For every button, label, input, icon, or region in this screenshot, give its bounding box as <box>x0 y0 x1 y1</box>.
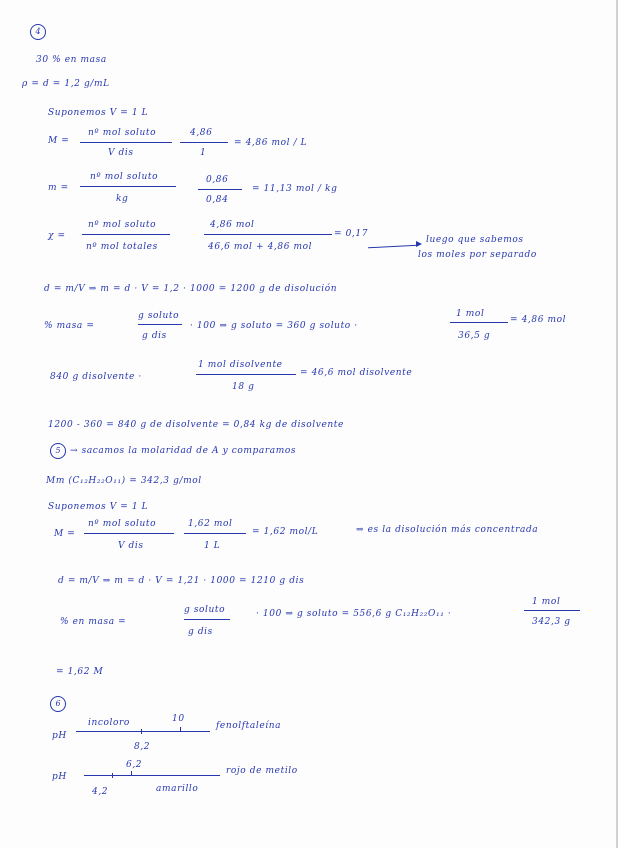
p4-molfrac-lhs: χ = <box>48 231 66 241</box>
fraction-numerator: nº mol soluto <box>88 128 157 138</box>
p4-molfrac-values <box>204 220 332 254</box>
fraction-bar <box>80 186 176 187</box>
fraction-bar <box>450 322 508 323</box>
p5-molarity-lhs: M = <box>54 529 76 539</box>
p4-mass-pct-lhs: % masa = <box>44 321 95 331</box>
p4-molality-fraction <box>80 172 176 206</box>
p5-mass-pct-fraction <box>184 605 230 639</box>
p5-density-line: d = m/V ⇒ m = d · V = 1,21 · 1000 = 1210 g dis <box>58 576 305 586</box>
problem-6-number: 6 <box>50 696 66 712</box>
p5-molarity-result: = 1,62 mol/L <box>252 527 319 537</box>
p4-mass-percent-line: 30 % en masa <box>36 55 107 65</box>
p4-molfrac-result: = 0,17 <box>334 229 369 239</box>
fraction-bar <box>180 142 228 143</box>
note-arrow-head <box>416 241 422 247</box>
fraction-bar <box>80 142 172 143</box>
p6-scale1-lower-value: 8,2 <box>134 742 151 752</box>
p4-molfrac-note-2: los moles por separado <box>418 250 537 260</box>
fraction-denominator: 342,3 g <box>532 617 571 627</box>
p5-molarity-fraction <box>84 519 174 551</box>
p4-mass-pct-middle: · 100 ⇒ g soluto = 360 g soluto · <box>190 321 358 331</box>
fraction-bar <box>524 610 580 611</box>
p6-scale1-colourless-label: incoloro <box>88 718 130 728</box>
problem-5-number: 5 <box>50 443 66 459</box>
p4-molality-lhs: m = <box>48 183 69 193</box>
p5-final-result: = 1,62 M <box>56 667 104 677</box>
p6-scale1-tick-low <box>141 729 142 734</box>
fraction-numerator: 4,86 mol <box>210 220 255 230</box>
p6-scale2-line <box>84 775 220 776</box>
p6-scale1-indicator-name: fenolftaleína <box>216 721 282 731</box>
p5-molarity-note: ⇒ es la disolución más concentrada <box>356 525 539 535</box>
p4-molarity-result: = 4,86 mol / L <box>234 138 308 148</box>
fraction-denominator: nº mol totales <box>86 242 158 252</box>
p4-density-given: ρ = d = 1,2 g/mL <box>22 79 110 89</box>
p4-mass-pct-conversion <box>450 309 508 345</box>
p4-solvent-fraction <box>196 360 296 394</box>
p6-scale2-indicator-name: rojo de metilo <box>226 766 298 776</box>
p4-assume-volume: Suponemos V = 1 L <box>48 108 149 118</box>
fraction-numerator: nº mol soluto <box>88 519 157 529</box>
p6-scale2-upper-value: 6,2 <box>126 760 143 770</box>
p5-molar-mass: Mm (C₁₂H₂₂O₁₁) = 342,3 g/mol <box>46 476 202 486</box>
p5-mass-pct-middle: · 100 ⇒ g soluto = 556,6 g C₁₂H₂₂O₁₁ · <box>256 609 452 619</box>
p4-mass-pct-fraction <box>138 311 182 343</box>
fraction-numerator: 1 mol <box>456 309 485 319</box>
fraction-denominator: 1 <box>200 148 207 158</box>
fraction-bar <box>82 234 170 235</box>
p4-density-line: d = m/V ⇒ m = d · V = 1,2 · 1000 = 1200 g de disolución <box>44 284 338 294</box>
p4-solvent-subtraction: 1200 - 360 = 840 g de disolvente = 0,84 kg de disolvente <box>48 420 344 430</box>
fraction-bar <box>198 189 242 190</box>
p4-molarity-fraction <box>80 128 172 160</box>
fraction-numerator: g soluto <box>184 605 226 615</box>
p5-mass-pct-lhs: % en masa = <box>60 617 127 627</box>
fraction-denominator: kg <box>116 194 129 204</box>
p5-intro: → sacamos la molaridad de A y comparamos <box>70 446 297 456</box>
fraction-numerator: 1 mol <box>532 597 561 607</box>
p4-solvent-lhs: 840 g disolvente · <box>50 372 142 382</box>
p5-mass-pct-conversion <box>524 597 580 633</box>
p4-solvent-result: = 46,6 mol disolvente <box>300 368 413 378</box>
fraction-bar <box>204 234 332 235</box>
fraction-denominator: g dis <box>142 331 167 341</box>
p6-scale1-line <box>76 731 210 732</box>
fraction-numerator: nº mol soluto <box>88 220 157 230</box>
p6-scale2-tick-low <box>112 773 113 778</box>
p5-assume-volume: Suponemos V = 1 L <box>48 502 149 512</box>
fraction-bar <box>184 533 246 534</box>
fraction-denominator: V dis <box>118 541 144 551</box>
p4-molarity-lhs: M = <box>48 136 70 146</box>
fraction-numerator: 1,62 mol <box>188 519 233 529</box>
fraction-numerator: 1 mol disolvente <box>198 360 283 370</box>
p4-molality-values <box>198 175 242 207</box>
p4-molarity-values <box>180 128 228 160</box>
p6-scale2-lower-value: 4,2 <box>92 787 109 797</box>
p6-scale2-tick-high <box>131 771 132 776</box>
fraction-denominator: 18 g <box>232 382 255 392</box>
p6-scale1-ph-label: pH <box>52 731 67 741</box>
fraction-bar <box>196 374 296 375</box>
fraction-denominator: 46,6 mol + 4,86 mol <box>208 242 313 252</box>
fraction-numerator: 4,86 <box>190 128 213 138</box>
fraction-denominator: 0,84 <box>206 195 229 205</box>
fraction-numerator: g soluto <box>138 311 180 321</box>
fraction-denominator: 36,5 g <box>458 331 491 341</box>
fraction-numerator: 0,86 <box>206 175 229 185</box>
problem-4-number: 4 <box>30 24 46 40</box>
p6-scale1-upper-value: 10 <box>172 714 185 724</box>
fraction-bar <box>138 324 182 325</box>
p6-scale2-ph-label: pH <box>52 772 67 782</box>
p5-molarity-values <box>184 519 246 551</box>
p6-scale2-colour-label: amarillo <box>156 784 199 794</box>
p4-molfrac-note-1: luego que sabemos <box>426 235 524 245</box>
fraction-bar <box>84 533 174 534</box>
fraction-numerator: nº mol soluto <box>90 172 159 182</box>
note-arrow-line <box>368 245 418 249</box>
fraction-denominator: 1 L <box>204 541 221 551</box>
fraction-denominator: g dis <box>188 627 213 637</box>
p4-molality-result: = 11,13 mol / kg <box>252 184 338 194</box>
fraction-bar <box>184 619 230 620</box>
p6-scale1-tick-high <box>180 727 181 732</box>
fraction-denominator: V dis <box>108 148 134 158</box>
p4-molfrac-fraction <box>82 220 170 254</box>
p4-mass-pct-result: = 4,86 mol <box>510 315 567 325</box>
